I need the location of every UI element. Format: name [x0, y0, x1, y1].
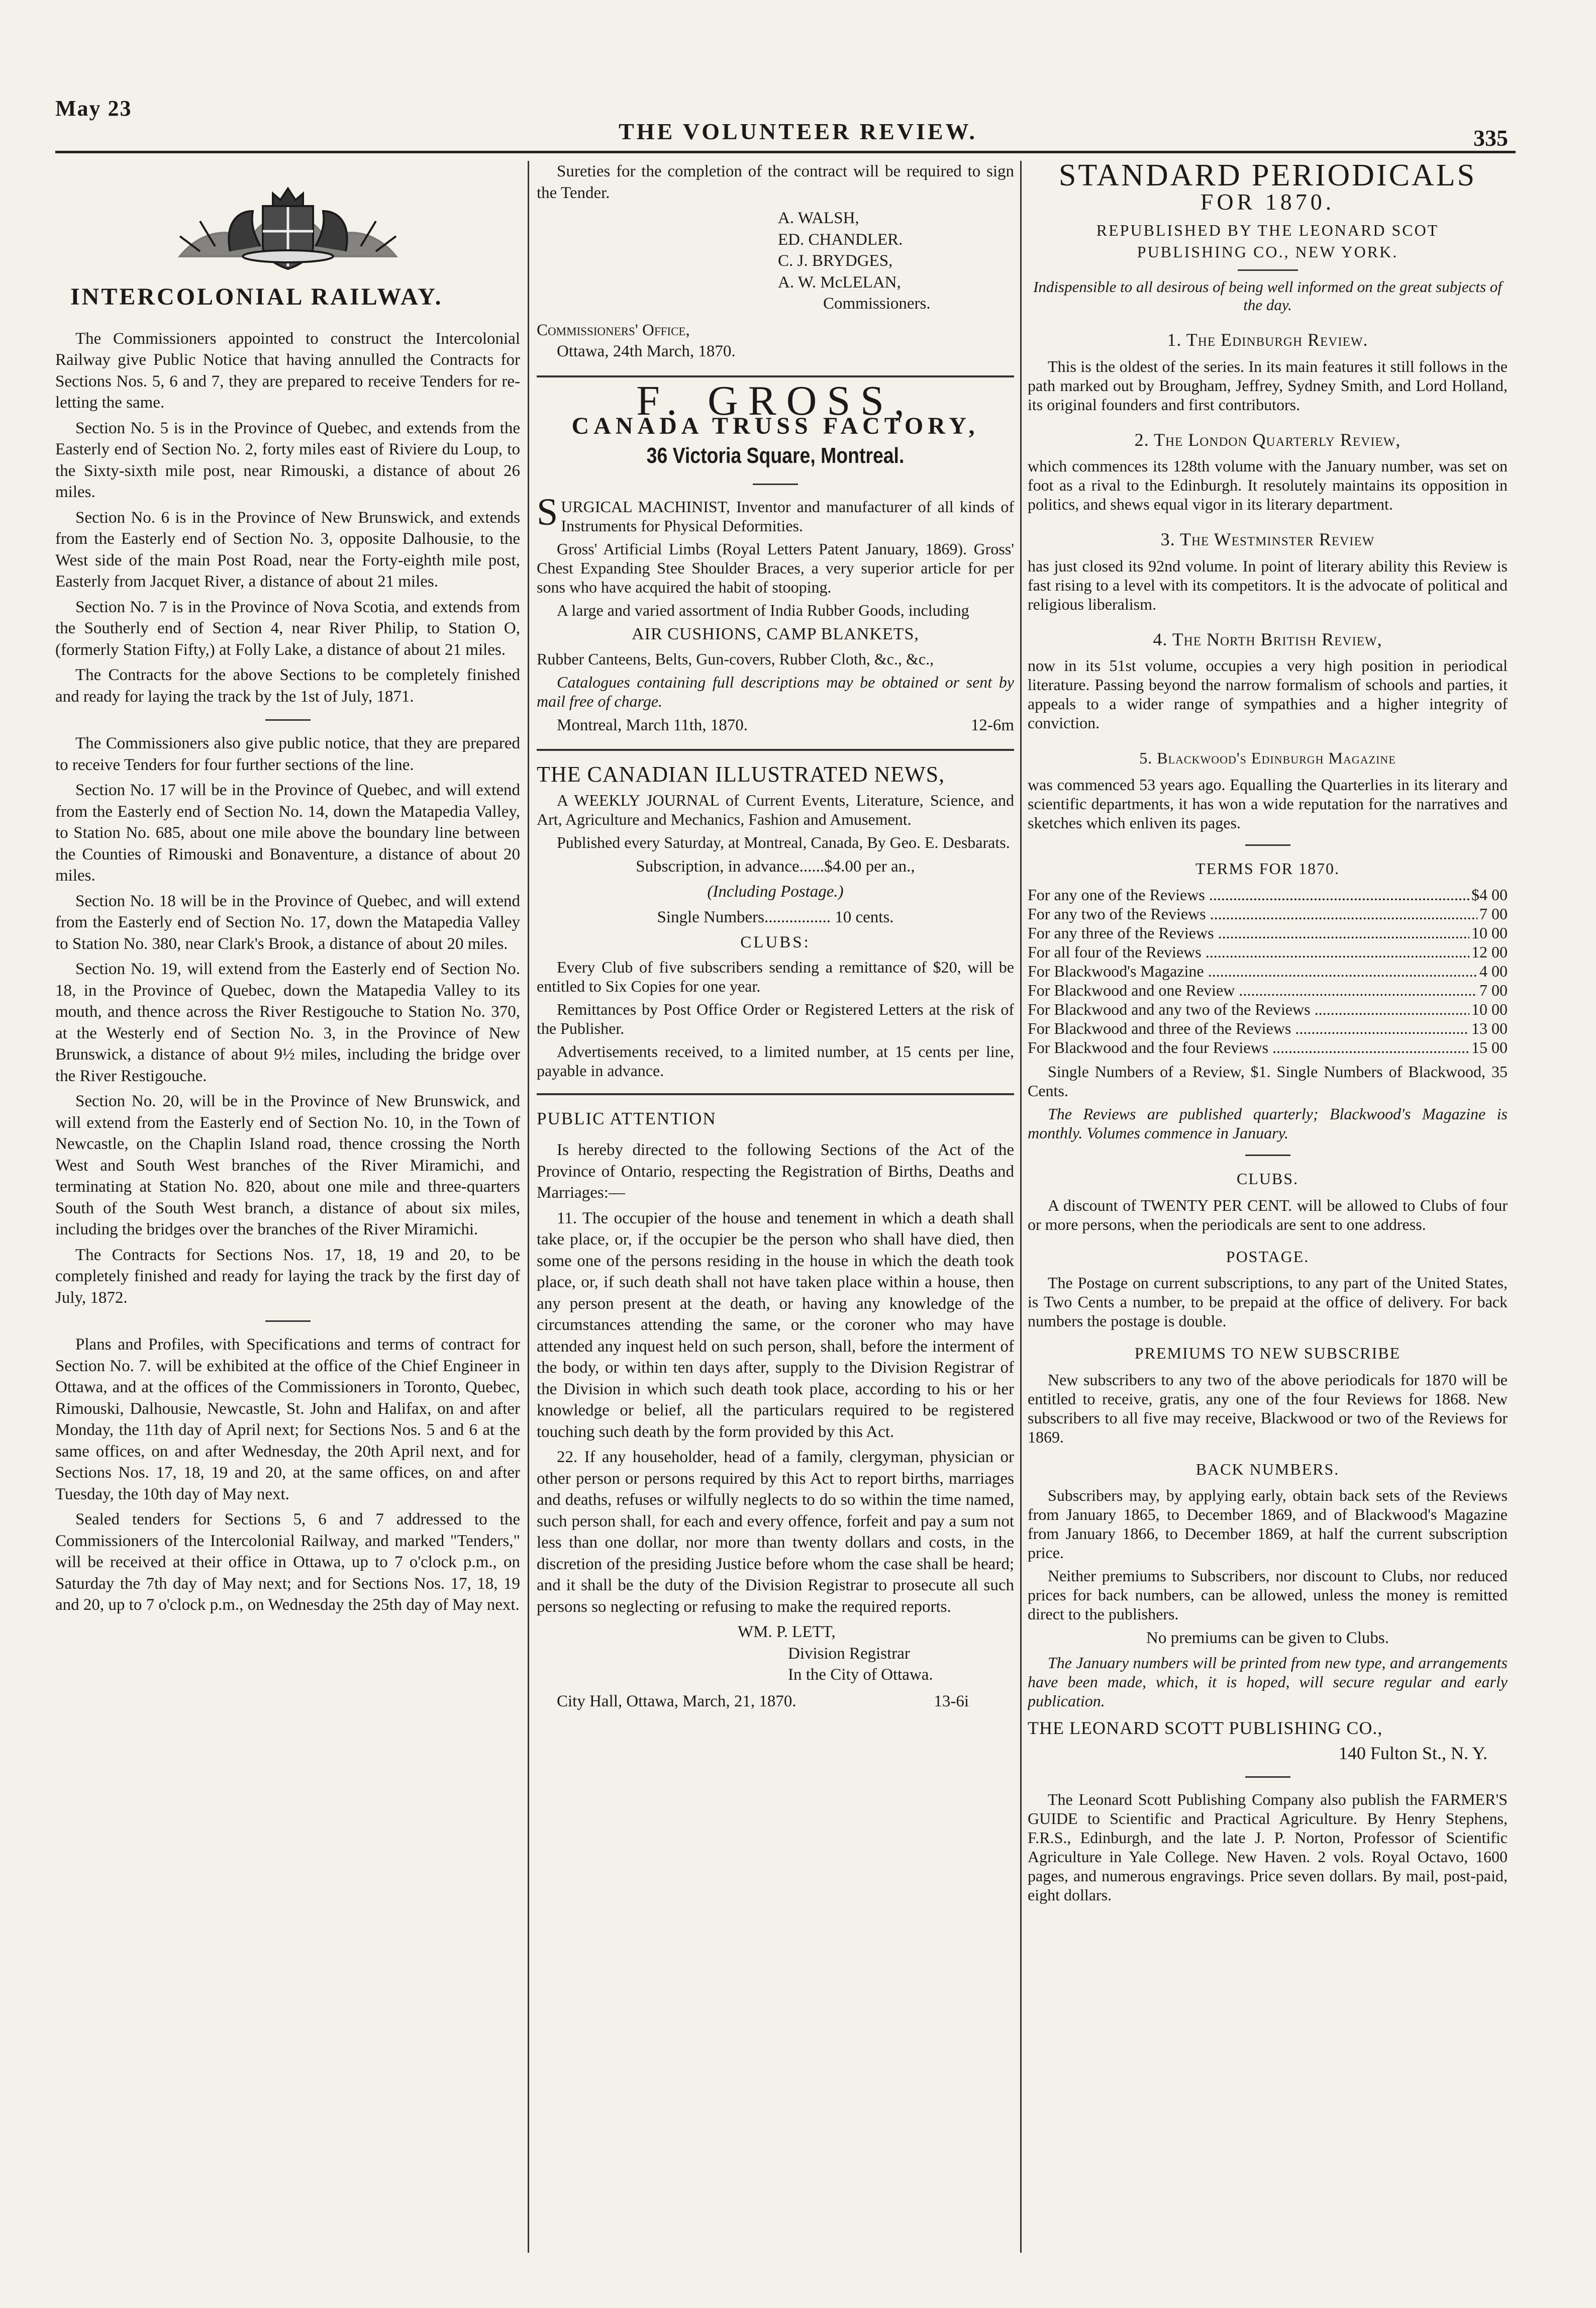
ad-separator [537, 1093, 1014, 1095]
pa-dateline: City Hall, Ottawa, March, 21, 1870. [557, 1692, 796, 1710]
cin-remittances: Remittances by Post Office Order or Registered Letters at the risk of the Publisher. [537, 1000, 1014, 1037]
terms-row [1028, 904, 1508, 923]
gross-dateline: Montreal, March 11th, 1870. [557, 716, 748, 734]
terms-label: For Blackwood's Magazine ..... [1028, 961, 1477, 981]
terms-label: For any two of the Reviews ..... [1028, 904, 1477, 923]
gross-name: F. GROSS, [636, 377, 915, 424]
notice-paragraph: Section No. 18 will be in the Province of Quebec, and will extend from the Easterly end of Section No. 17, down the Matapedia Valley to Station No. 380, near Clark's Brook, a distance of about 20 miles. [55, 892, 520, 953]
royal-coat-of-arms-icon [170, 171, 406, 271]
company-address: 140 Fulton St., N. Y. [1338, 1743, 1487, 1763]
review-text: was commenced 53 years ago. Equalling the Quarterlies in its literary and scientific departments, it has won a wide reputation for the narratives and sketches which enliven its pages. [1028, 775, 1508, 832]
section-rule [1245, 1155, 1290, 1156]
terms-price: 7 00 [1479, 981, 1508, 999]
pa-signature-title: Division Registrar [788, 1644, 910, 1663]
notice-paragraph: Section No. 20, will be in the Province of New Brunswick, and will extend from the Easterly end of Section No. 10, in the Town of Newcastle, on the Chaplin Island road, thence crossing the North West and South West branches of the River Miramichi, and terminating at Station No. 820, about one mile and three-quarters South of the South West branch, a distance of about six miles, including the bridges over the branches of the River Miramichi. [55, 1092, 520, 1238]
notice-paragraph: The Contracts for the above Sections to be completely finished and ready for laying the track by the 1st of July, 1871. [55, 666, 520, 706]
terms-price: $4 00 [1471, 886, 1508, 904]
review-heading: 5. Blackwood's Edinburgh Magazine [1139, 749, 1396, 767]
terms-row [1028, 923, 1508, 942]
postage-text: The Postage on current subscriptions, to any part of the United States, is Two Cents a number, to be prepaid at the office of delivery. For back numbers the postage is double. [1028, 1274, 1508, 1330]
back-numbers-text: Subscribers may, by applying early, obtain back sets of the Reviews from January 1865, to December 1869, and of Blackwood's Magazine from January 1866, to December 1869, at half the current subscription price. [1028, 1486, 1508, 1562]
pa-code: 13-6i [934, 1692, 969, 1710]
terms-row [1028, 981, 1508, 1000]
section-rule [265, 719, 311, 721]
terms-price: 10 00 [1471, 1000, 1508, 1018]
terms-row [1028, 961, 1508, 981]
cin-description: A WEEKLY JOURNAL of Current Events, Literature, Science, and Art, Agriculture and Mechanics, Fashion and Amusement. [537, 791, 1014, 828]
standard-periodicals-title: STANDARD PERIODICALS [1058, 161, 1477, 193]
section-rule [753, 484, 798, 485]
notice-paragraph: Plans and Profiles, with Specifications and terms of contract for Section No. 7. will be exhibited at the office of the Chief Engineer in Ottawa, and at the offices of the Commissioners in Toronto, Quebec, Rimouski, Dalhousie, Newcastle, St. John and Halifax, on and after Monday, the 11th day of April next; for Sections Nos. 5 and 6 at the same offices, on and after Wednesday, the 20th April next, and for Sections Nos. 17, 18, 19 and 20, at the same offices, on and after Tuesday, the 10th day of May next. [55, 1335, 520, 1503]
signatory: Commissioners. [823, 295, 931, 313]
section-rule [1245, 1776, 1290, 1778]
terms-row [1028, 942, 1508, 961]
cin-single: Single Numbers................ 10 cents. [657, 908, 894, 926]
gross-address: 36 Victoria Square, Montreal. [646, 443, 905, 468]
intercolonial-railway-heading: INTERCOLONIAL RAILWAY. [70, 283, 443, 310]
terms-row [1028, 1019, 1508, 1038]
single-numbers: Single Numbers of a Review, $1. Single Numbers of Blackwood, 35 Cents. [1028, 1063, 1508, 1100]
back-numbers-heading: BACK NUMBERS. [1195, 1460, 1340, 1478]
republished-by: REPUBLISHED BY THE LEONARD SCOT [1096, 221, 1439, 239]
signatory: A. W. McLELAN, [778, 273, 901, 292]
clubs-heading: CLUBS. [1236, 1170, 1299, 1188]
signatory: A. WALSH, [778, 209, 859, 227]
terms-label: For Blackwood and one Review ..... [1028, 981, 1477, 1000]
masthead-title: THE VOLUNTEER REVIEW. [619, 119, 977, 144]
notice-paragraph: The Commissioners also give public notice, that they are prepared to receive Tenders for four further sections of the line. [55, 734, 520, 774]
terms-label: For any one of the Reviews ..... [1028, 885, 1469, 904]
office-date: Ottawa, 24th March, 1870. [557, 342, 736, 360]
notice-paragraph: The Contracts for Sections Nos. 17, 18, 19 and 20, to be completely finished and ready for laying the track by the first day of July, 1872. [55, 1245, 520, 1307]
terms-row [1028, 1000, 1508, 1019]
gross-canteens: Rubber Canteens, Belts, Gun-covers, Rubber Cloth, &c., &c., [537, 649, 934, 668]
farmers-guide-text: The Leonard Scott Publishing Company also publish the FARMER'S GUIDE to Scientific and Practical Agriculture. By Henry Stephens, F.R.S., Edinburgh, and the late J. P. Norton, Professor of Scientific Agriculture in Yale College. New Haven. 2 vols. Royal Octavo, 1600 pages, and numerous engravings. Price seven dollars. By mail, post-paid, eight dollars. [1028, 1790, 1508, 1904]
review-heading: 2. The London Quarterly Review, [1134, 429, 1401, 450]
column-divider-2 [1020, 161, 1022, 2253]
for-1870: FOR 1870. [1200, 188, 1335, 215]
signatory: ED. CHANDLER. [778, 230, 903, 249]
section-rule [1238, 269, 1298, 271]
pa-dateline-row [537, 1691, 1014, 1712]
terms-price: 15 00 [1471, 1038, 1508, 1056]
ad-separator [537, 749, 1014, 751]
gross-code: 12-6m [970, 716, 1014, 734]
neither-note: Neither premiums to Subscribers, nor discount to Clubs, nor reduced prices for back numbers, can be allowed, unless the money is remitted direct to the publishers. [1028, 1567, 1508, 1623]
column-1 [55, 161, 520, 2253]
terms-price: 12 00 [1471, 943, 1508, 961]
publisher-line: PUBLISHING CO., NEW YORK. [1137, 242, 1399, 261]
public-attention-title: PUBLIC ATTENTION [537, 1108, 717, 1128]
gross-cushions: AIR CUSHIONS, CAMP BLANKETS, [632, 625, 919, 643]
gross-limbs: Gross' Artificial Limbs (Royal Letters Patent January, 1869). Gross' Chest Expanding Stee Shoulder Braces, a very superior article for per sons who have acquired the habit of stooping. [537, 540, 1014, 596]
postage-heading: POSTAGE. [1226, 1247, 1310, 1266]
terms-price: 4 00 [1479, 962, 1508, 980]
review-text: This is the oldest of the series. In its main features it still follows in the path marked out by Brougham, Jeffrey, Sydney Smith, and Lord Holland, its original founders and first contributors. [1028, 357, 1508, 414]
column-3 [1028, 161, 1508, 2253]
cin-advertisements: Advertisements received, to a limited number, at 15 cents per line, payable in advance. [537, 1042, 1014, 1080]
pa-signature-place: In the City of Ottawa. [788, 1666, 933, 1684]
gross-description: SURGICAL MACHINIST, Inventor and manufacturer of all kinds of Instruments for Physical Deformities. [537, 491, 1014, 535]
gross-rubber: A large and varied assortment of India Rubber Goods, including [557, 601, 969, 619]
column-2 [537, 161, 1014, 2253]
cin-subscription: Subscription, in advance......$4.00 per an., [636, 857, 915, 876]
section-rule [1245, 844, 1290, 846]
notice-paragraph: Section No. 7 is in the Province of Nova Scotia, and extends from the Southerly end of Section 4, near River Philip, to Station O, (formerly Station Fifty,) at Folly Lake, a distance of about 21 miles. [55, 598, 520, 659]
issue-date: May 23 [55, 96, 132, 121]
gross-catalogues: Catalogues containing full descriptions may be obtained or sent by mail free of charge. [537, 672, 1014, 710]
notice-paragraph: Section No. 6 is in the Province of New Brunswick, and extends from the Easterly end of Section No. 3, opposite Dalhousie, to the West side of the main Post Road, near the Forty-eighth mile post, Easterly from Jacquet River, a distance of about 21 miles. [55, 508, 520, 591]
signatory: C. J. BRYDGES, [778, 252, 893, 270]
cin-clubs-heading: CLUBS: [740, 933, 811, 951]
premiums-heading: PREMIUMS TO NEW SUBSCRIBE [1134, 1344, 1401, 1362]
truss-factory: CANADA TRUSS FACTORY, [571, 413, 979, 439]
notice-paragraph: Section No. 19, will extend from the Easterly end of Section No. 18, in the Province of Quebec, down the Matapedia Valley to its mouth, and thence across the River Restigouche to Station No. 370, at the Westerly end of Section No. 3, in the Province of New Brunswick, a distance of about 9½ miles, including the bridge over the River Restigouche. [55, 960, 520, 1085]
pa-intro: Is hereby directed to the following Sections of the Act of the Province of Ontario, respecting the Registration of Births, Deaths and Marriages:— [537, 1141, 1014, 1202]
review-text: which commences its 128th volume with the January number, was set on foot as a rival to the Edinburgh. It resolutely maintains its opposition in politics, and shews equal vigor in its literary department. [1028, 457, 1508, 513]
page-number: 335 [1473, 125, 1508, 151]
terms-list [1028, 885, 1508, 1057]
clubs-text: A discount of TWENTY PER CENT. will be allowed to Clubs of four or more persons, when the periodicals are sent to one address. [1028, 1196, 1508, 1233]
notice-paragraph: Section No. 5 is in the Province of Quebec, and extends from the Easterly end of Section No. 2, forty miles east of Riviere du Loup, to the Sixty-sixth mile post, near Rimouski, a distance of about 26 miles. [55, 419, 520, 501]
review-heading: 3. The Westminster Review [1160, 529, 1375, 549]
notice-paragraph: Sealed tenders for Sections 5, 6 and 7 addressed to the Commissioners of the Intercolonial Railway, and marked "Tenders," will be received at their office in Ottawa, up to 7 o'clock p.m., on Saturday the 7th day of May next; and for Sections Nos. 17, 18, 19 and 20, up to 7 o'clock p.m., on Wednesday the 25th day of May next. [55, 1510, 520, 1614]
quarterly-note: The Reviews are published quarterly; Blackwood's Magazine is monthly. Volumes commence in January. [1028, 1105, 1508, 1142]
january-note: The January numbers will be printed from new type, and arrangements have been made, which, it is hoped, will secure regular and early publication. [1028, 1653, 1508, 1710]
commissioners-office: Commissioners' Office, [537, 321, 690, 339]
review-heading: 4. The North British Review, [1153, 629, 1382, 649]
pa-section-11: 11. The occupier of the house and tenement in which a death shall take place, or, if the occupier be the person who shall have died, then some one of the persons residing in the house in which the death took place, or, if such death shall not have taken place within a house, then any person present at the death, or having any knowledge of the circumstances attending the same, or the coroner who may have attended any inquest held on such person, shall, before the interment of the body, or within ten days after, supply to the Division Registrar of the Division in which such death took place, according to his or her knowledge or belief, all the particulars required to be registered touching such death by the form provided by this Act. [537, 1209, 1014, 1441]
terms-label: For any three of the Reviews ..... [1028, 923, 1469, 942]
canadian-illustrated-news-title: THE CANADIAN ILLUSTRATED NEWS, [537, 762, 945, 787]
company-name: THE LEONARD SCOTT PUBLISHING CO., [1028, 1717, 1383, 1738]
cin-clubs: Every Club of five subscribers sending a remittance of $20, will be entitled to Six Copies for one year. [537, 957, 1014, 995]
terms-heading: TERMS FOR 1870. [1195, 859, 1340, 878]
premiums-text: New subscribers to any two of the above periodicals for 1870 will be entitled to receive, gratis, any one of the four Reviews for 1868. New subscribers to all five may receive, Blackwood or two of the Reviews for 1869. [1028, 1370, 1508, 1446]
terms-price: 10 00 [1471, 924, 1508, 942]
cin-published: Published every Saturday, at Montreal, Canada, By Geo. E. Desbarats. [557, 833, 1010, 851]
terms-label: For Blackwood and any two of the Reviews ..... [1028, 1000, 1469, 1019]
ad-separator [537, 375, 1014, 377]
terms-label: For Blackwood and three of the Reviews ..... [1028, 1019, 1469, 1038]
terms-price: 7 00 [1479, 905, 1508, 923]
notice-paragraph: The Commissioners appointed to construct the Intercolonial Railway give Public Notice that having annulled the Contracts for Sections Nos. 5, 6 and 7, they are prepared to receive Tenders for re-letting the same. [55, 329, 520, 412]
review-heading: 1. The Edinburgh Review. [1167, 330, 1368, 350]
pa-signature-name: WM. P. LETT, [738, 1623, 836, 1641]
terms-row [1028, 885, 1508, 904]
sureties-text: Sureties for the completion of the contract will be required to sign the Tender. [537, 162, 1014, 202]
no-premiums-note: No premiums can be given to Clubs. [1146, 1629, 1389, 1647]
header-rule [55, 151, 1516, 153]
gross-dateline-row [537, 715, 1014, 736]
review-text: now in its 51st volume, occupies a very high position in periodical literature. Passing beyond the narrow formalism of schools and parties, it appeals to a wider range of sympathies and a higher integrity of conviction. [1028, 656, 1508, 732]
tagline: Indispensible to all desirous of being well informed on the great subjects of the day. [1033, 278, 1502, 314]
section-rule [265, 1320, 311, 1322]
review-text: has just closed its 92nd volume. In point of literary ability this Review is fast rising to a level with its competitors. It is the advocate of political and religious liberalism. [1028, 556, 1508, 613]
notice-paragraph: Section No. 17 will be in the Province of Quebec, and will extend from the Easterly end of Section No. 14, down the Matapedia Valley, to Station No. 685, about one mile above the boundary line between the Counties of Rimouski and Bonaventure, a distance of about 20 miles. [55, 781, 520, 885]
pa-section-22: 22. If any householder, head of a family, clergyman, physician or other person or persons required by this Act to report births, marriages and deaths, refuses or wilfully neglects to do so within the time named, such person shall, for each and every offence, forfeit and pay a sum not less than one dollar, nor more than twenty dollars and costs, in the discretion of the presiding Justice before whom the case shall be heard; and it shall be the duty of the Division Registrar to prosecute all such persons so neglecting or refusing to make the required reports. [537, 1448, 1014, 1616]
terms-row [1028, 1038, 1508, 1057]
terms-price: 13 00 [1471, 1019, 1508, 1037]
column-divider-1 [528, 161, 529, 2253]
cin-postage: (Including Postage.) [707, 883, 844, 901]
terms-label: For Blackwood and the four Reviews ..... [1028, 1038, 1469, 1057]
terms-label: For all four of the Reviews ..... [1028, 942, 1469, 961]
